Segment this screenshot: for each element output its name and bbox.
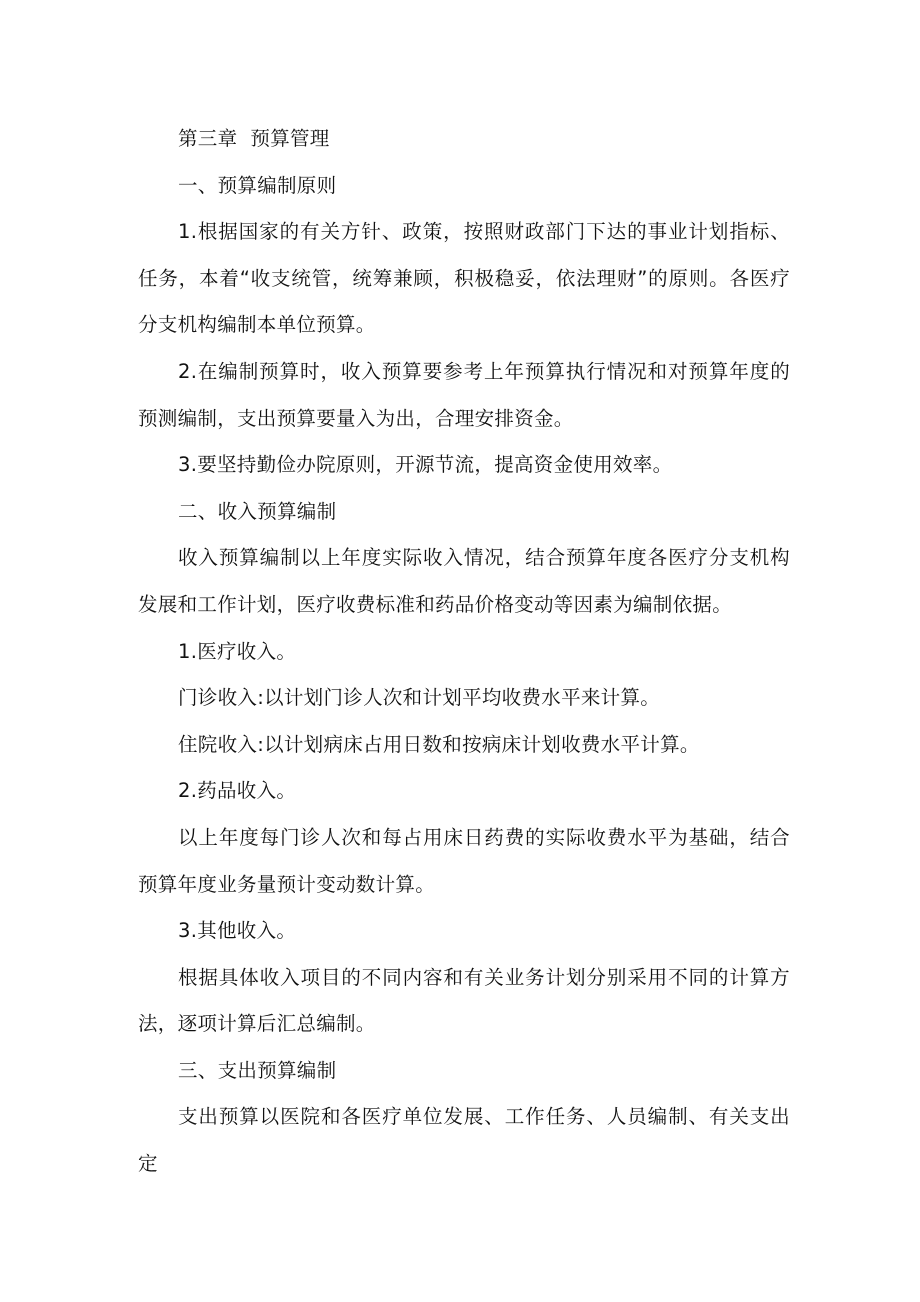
paragraph: 2.药品收入。 [178,779,297,803]
paragraph: 门诊收入:以计划门诊人次和计划平均收费水平来计算。 [178,686,661,710]
paragraph: 根据具体收入项目的不同内容和有关业务计划分别采用不同的计算方法，逐项计算后汇总编制。 [138,965,790,1036]
section-heading: 一、预算编制原则 [178,173,337,197]
paragraph: 收入预算编制以上年度实际收入情况，结合预算年度各医疗分支机构发展和工作计划，医疗收费标准和药品价格变动等因素为编制依据。 [138,546,790,616]
paragraph: 3.要坚持勤俭办院原则，开源节流，提高资金使用效率。 [178,453,673,477]
paragraph: 1.医疗收入。 [178,639,297,663]
paragraph: 支出预算以医院和各医疗单位发展、工作任务、人员编制、有关支出定 [138,1105,790,1176]
section-heading: 二、收入预算编制 [178,499,337,523]
document-body [138,116,790,1188]
paragraph: 以上年度每门诊人次和每占用床日药费的实际收费水平为基础，结合预算年度业务量预计变动数计算。 [138,825,790,896]
paragraph: 2.在编制预算时，收入预算要参考上年预算执行情况和对预算年度的预测编制，支出预算要量入为出，合理安排资金。 [138,359,790,430]
section-heading: 三、支出预算编制 [178,1058,337,1082]
paragraph: 住院收入:以计划病床占用日数和按病床计划收费水平计算。 [178,732,700,756]
chapter-title: 第三章 预算管理 [178,127,330,150]
paragraph: 1.根据国家的有关方针、政策，按照财政部门下达的事业计划指标、任务，本着“收支统管，统筹兼顾，积极稳妥，依法理财”的原则。各医疗分支机构编制本单位预算。 [138,220,790,337]
paragraph: 3.其他收入。 [178,919,297,943]
